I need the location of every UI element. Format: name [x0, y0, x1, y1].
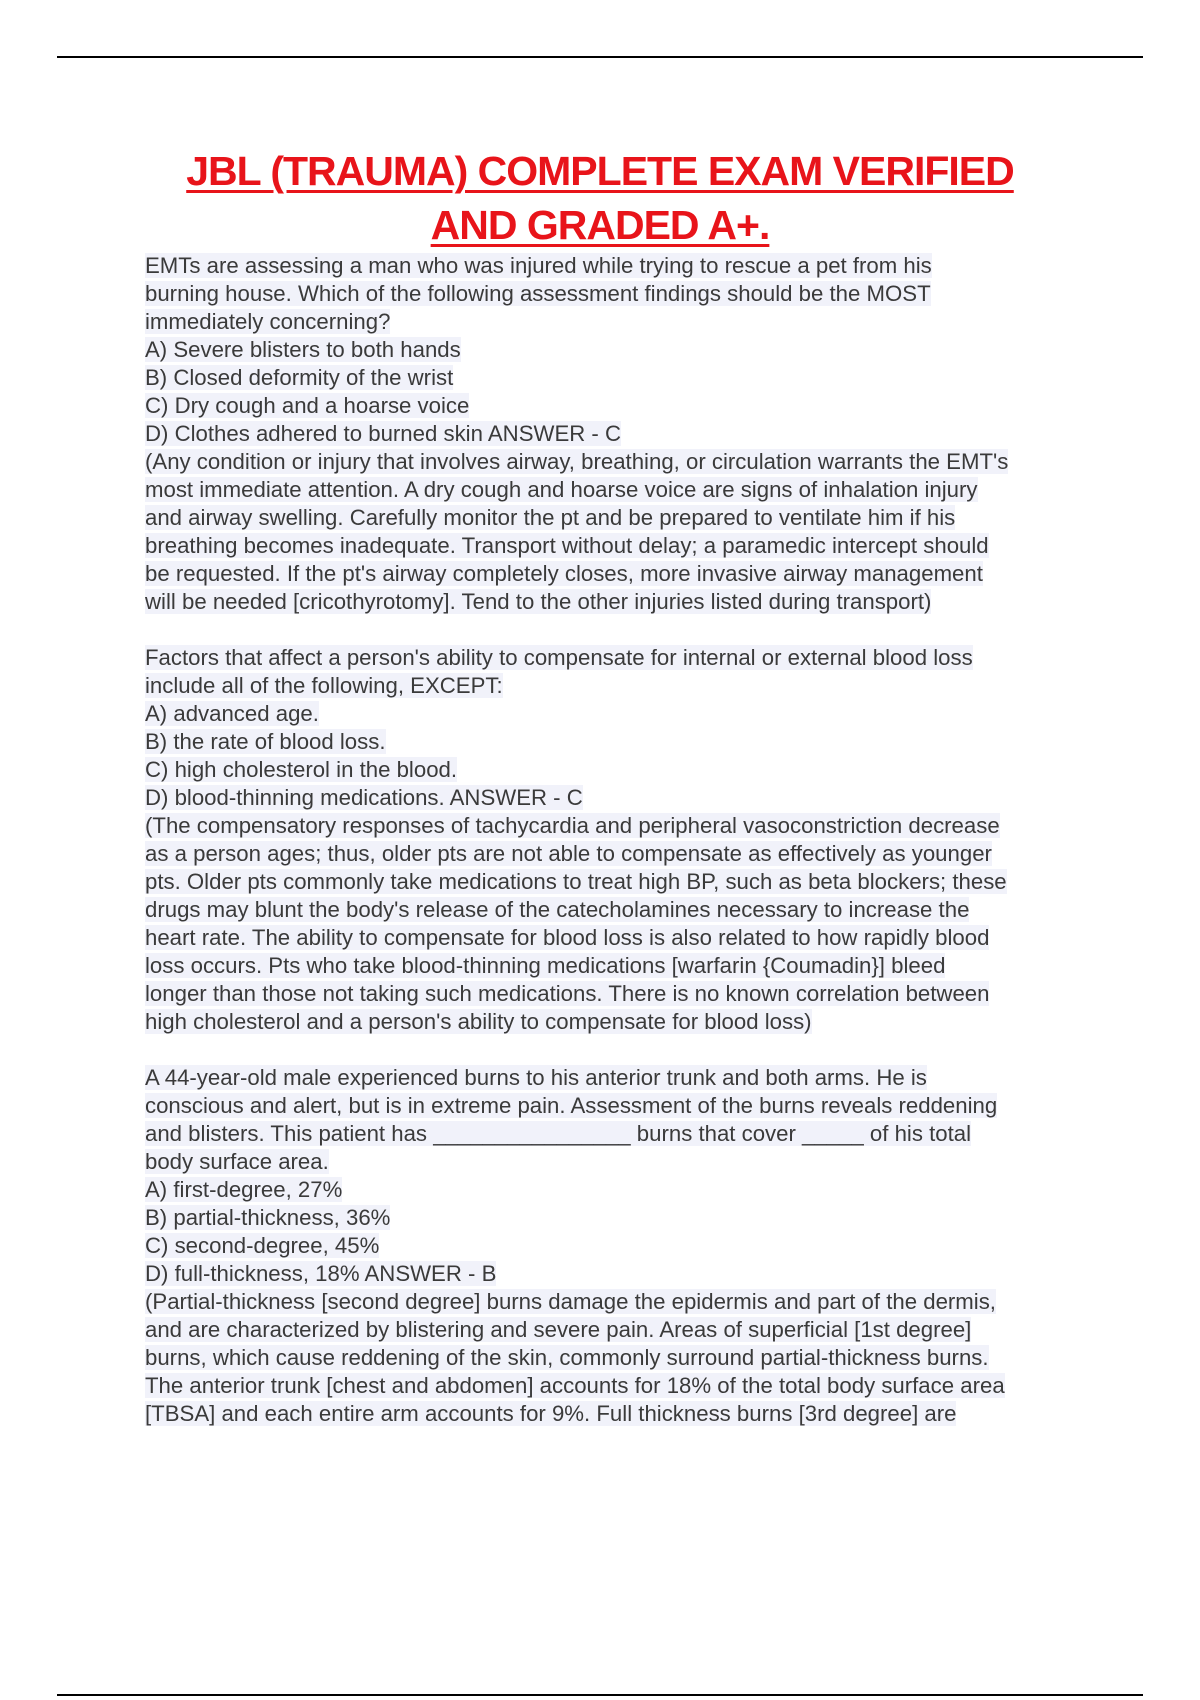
explanation-line: high cholesterol and a person's ability to compensate for blood loss) — [145, 1009, 812, 1034]
answer-option: A) advanced age. — [145, 701, 319, 726]
explanation-line: burns, which cause reddening of the skin, commonly surround partial-thickness burns. — [145, 1345, 989, 1370]
explanation-line: drugs may blunt the body's release of the catecholamines necessary to increase the — [145, 897, 970, 922]
explanation-line: [TBSA] and each entire arm accounts for 9%. Full thickness burns [3rd degree] are — [145, 1401, 957, 1426]
question-text-line: conscious and alert, but is in extreme pain. Assessment of the burns reveals reddening — [145, 1093, 998, 1118]
question-text-line: Factors that affect a person's ability to compensate for internal or external blood loss — [145, 645, 973, 670]
explanation-line: The anterior trunk [chest and abdomen] accounts for 18% of the total body surface area — [145, 1373, 1005, 1398]
document-body — [145, 252, 1095, 1428]
paragraph-gap — [145, 1036, 1095, 1064]
answer-option: B) Closed deformity of the wrist — [145, 365, 454, 390]
explanation-line: (The compensatory responses of tachycardia and peripheral vasoconstriction decrease — [145, 813, 1000, 838]
explanation-line: be requested. If the pt's airway completely closes, more invasive airway management — [145, 561, 983, 586]
explanation-line: and are characterized by blistering and severe pain. Areas of superficial [1st degree] — [145, 1317, 972, 1342]
title-line-2: AND GRADED A+. — [430, 202, 770, 248]
top-rule — [57, 56, 1143, 58]
question-block — [145, 1064, 1095, 1428]
explanation-line: (Partial-thickness [second degree] burns damage the epidermis and part of the dermis, — [145, 1289, 996, 1314]
question-text-line: and blisters. This patient has ________________ burns that cover _____ of his total — [145, 1121, 972, 1146]
explanation-line: loss occurs. Pts who take blood-thinning medications [warfarin {Coumadin}] bleed — [145, 953, 946, 978]
explanation-line: longer than those not taking such medications. There is no known correlation between — [145, 981, 990, 1006]
explanation-line: heart rate. The ability to compensate for blood loss is also related to how rapidly blood — [145, 925, 990, 950]
paragraph-gap — [145, 616, 1095, 644]
question-text-line: EMTs are assessing a man who was injured while trying to rescue a pet from his — [145, 253, 932, 278]
answer-option: C) high cholesterol in the blood. — [145, 757, 458, 782]
answer-option: A) Severe blisters to both hands — [145, 337, 461, 362]
answer-option: D) full-thickness, 18% ANSWER - B — [145, 1261, 497, 1286]
answer-option: C) Dry cough and a hoarse voice — [145, 393, 470, 418]
answer-option: B) partial-thickness, 36% — [145, 1205, 391, 1230]
answer-option: D) blood-thinning medications. ANSWER - C — [145, 785, 583, 810]
answer-option: B) the rate of blood loss. — [145, 729, 386, 754]
answer-option: A) first-degree, 27% — [145, 1177, 343, 1202]
explanation-line: pts. Older pts commonly take medications to treat high BP, such as beta blockers; these — [145, 869, 1007, 894]
explanation-line: most immediate attention. A dry cough and hoarse voice are signs of inhalation injury — [145, 477, 978, 502]
explanation-line: as a person ages; thus, older pts are not able to compensate as effectively as younger — [145, 841, 992, 866]
explanation-line: (Any condition or injury that involves airway, breathing, or circulation warrants the EMT's — [145, 449, 1009, 474]
question-text-line: A 44-year-old male experienced burns to his anterior trunk and both arms. He is — [145, 1065, 927, 1090]
question-block — [145, 252, 1095, 616]
explanation-line: will be needed [cricothyrotomy]. Tend to the other injuries listed during transport) — [145, 589, 932, 614]
question-text-line: immediately concerning? — [145, 309, 391, 334]
title-line-1: JBL (TRAUMA) COMPLETE EXAM VERIFIED — [186, 148, 1014, 194]
document-title — [120, 144, 1080, 252]
explanation-line: and airway swelling. Carefully monitor the pt and be prepared to ventilate him if his — [145, 505, 956, 530]
bottom-rule — [57, 1694, 1143, 1696]
question-text-line: burning house. Which of the following assessment findings should be the MOST — [145, 281, 931, 306]
question-text-line: include all of the following, EXCEPT: — [145, 673, 503, 698]
explanation-line: breathing becomes inadequate. Transport without delay; a paramedic intercept should — [145, 533, 989, 558]
answer-option: D) Clothes adhered to burned skin ANSWER - C — [145, 421, 622, 446]
question-block — [145, 644, 1095, 1036]
answer-option: C) second-degree, 45% — [145, 1233, 380, 1258]
question-text-line: body surface area. — [145, 1149, 329, 1174]
